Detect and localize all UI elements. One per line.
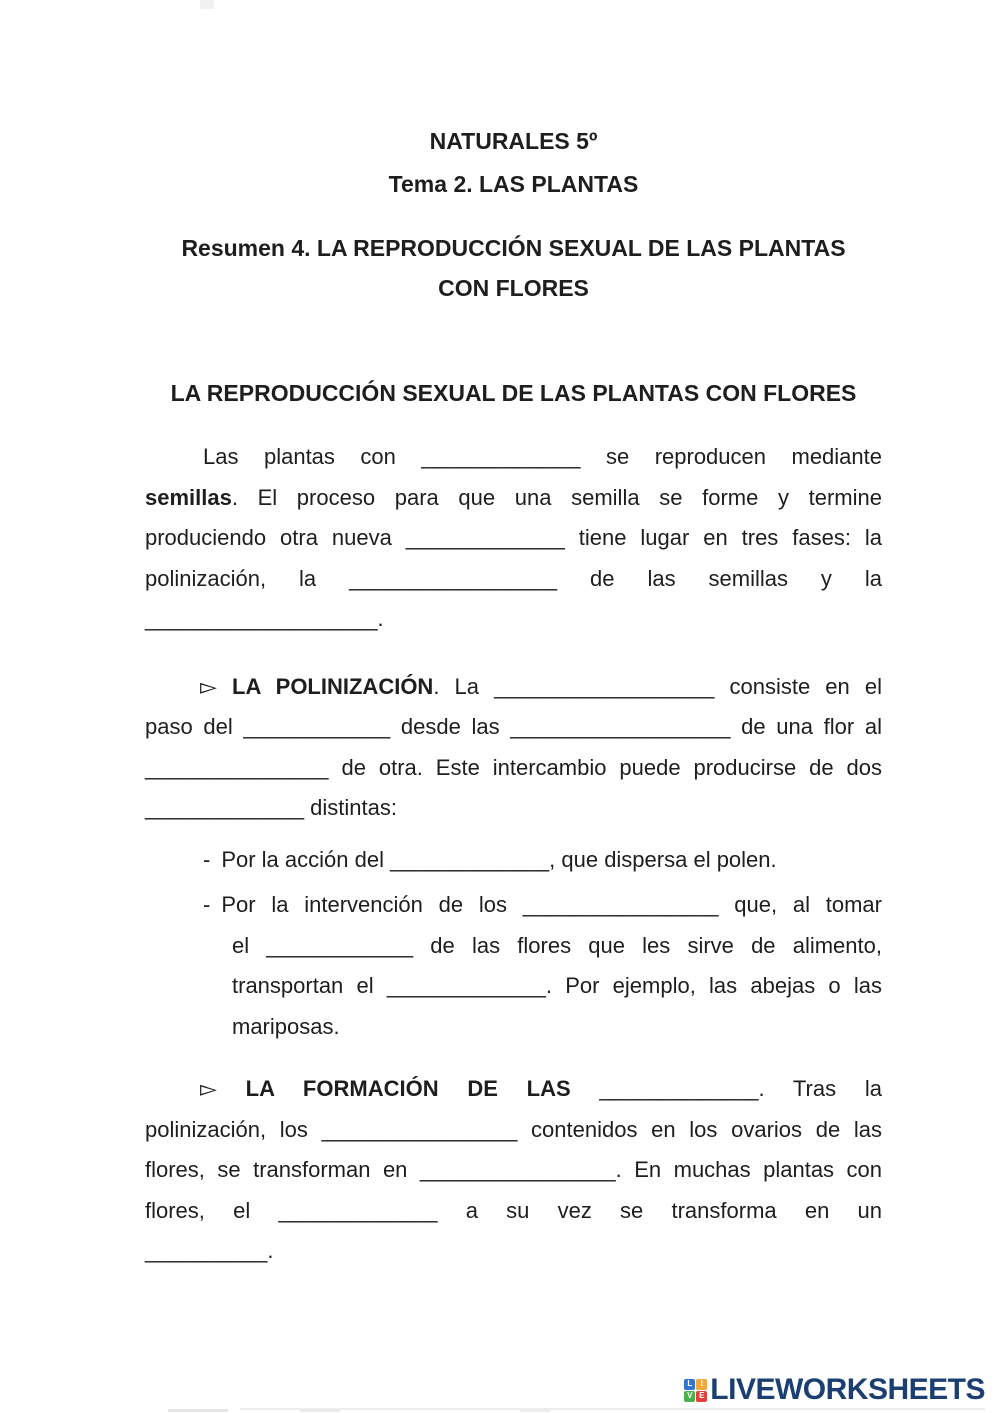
text-segment: polinización, los ________________ contenidos en los ovarios de las (145, 1116, 882, 1142)
text-line (145, 1231, 882, 1272)
text-segment: ▻ (200, 1076, 246, 1101)
text-line (145, 748, 882, 789)
bold-text-segment: semillas (145, 484, 232, 510)
scan-artifact (200, 0, 214, 9)
resumen-title (145, 228, 882, 308)
text-segment: . La __________________ consiste en el (433, 673, 882, 699)
text-segment: - Por la acción del _____________, que dispersa el polen. (203, 846, 777, 872)
text-line (145, 788, 882, 829)
text-segment: _____________ distintas: (145, 795, 397, 820)
text-segment: ▻ (200, 673, 233, 699)
text-segment: flores, se transforman en ________________. En muchas plantas con (145, 1157, 882, 1182)
text-line (145, 559, 882, 600)
logo-square-v: V (684, 1391, 695, 1402)
text-line (145, 1069, 882, 1110)
text-segment: produciendo otra nueva _____________ tiene lugar en tres fases: la (145, 525, 882, 550)
text-segment: Las plantas con _____________ se reproducen mediante (203, 444, 882, 469)
liveworksheets-logo-text: LIVEWORKSHEETS (710, 1373, 985, 1406)
text-line (145, 840, 882, 881)
liveworksheets-logo (684, 1372, 985, 1408)
text-line (145, 1007, 882, 1048)
scan-artifact (300, 1409, 340, 1412)
text-line (145, 437, 882, 478)
scan-artifact (240, 1408, 985, 1410)
scan-artifact (520, 1410, 550, 1412)
text-segment: ___________________. (145, 606, 384, 631)
scan-artifact (168, 1409, 228, 1412)
fill-in-the-blank-text (145, 437, 882, 1272)
text-segment: paso del ____________ desde las __________________ de una flor al (145, 714, 882, 739)
section-heading: LA REPRODUCCIÓN SEXUAL DE LAS PLANTAS CON FLORES (170, 380, 857, 406)
bold-text-segment: LA POLINIZACIÓN (232, 673, 434, 699)
text-line (145, 1191, 882, 1232)
text-segment: _______________ de otra. Este intercambio puede producirse de dos (145, 754, 882, 780)
text-line (145, 518, 882, 559)
logo-square-i: I (696, 1379, 707, 1390)
text-segment: flores, el _____________ a su vez se transforma en un (145, 1197, 882, 1223)
text-segment: mariposas. (232, 1013, 340, 1039)
text-segment: polinización, la _________________ de las semillas y la (145, 565, 882, 591)
text-segment: transportan el _____________. Por ejemplo, las abejas o las (232, 973, 882, 998)
text-line (145, 966, 882, 1007)
liveworksheets-logo-icon (684, 1379, 707, 1402)
text-segment: el ____________ de las flores que les sirve de alimento, (232, 932, 882, 958)
doc-subtitle: Tema 2. LAS PLANTAS (388, 171, 639, 197)
text-segment: . El proceso para que una semilla se forme y termine (231, 484, 882, 510)
resumen-title-line2: CON FLORES (438, 275, 589, 301)
bold-text-segment: LA FORMACIÓN DE LAS (245, 1076, 571, 1101)
text-line (145, 478, 882, 519)
text-line (145, 599, 882, 640)
text-line (145, 885, 882, 926)
text-segment: __________. (145, 1238, 274, 1263)
text-line (145, 707, 882, 748)
doc-title: NATURALES 5º (429, 128, 598, 154)
text-line (145, 926, 882, 967)
text-line (145, 667, 882, 708)
text-line (145, 1110, 882, 1151)
text-line (145, 1150, 882, 1191)
logo-square-l: L (684, 1379, 695, 1390)
text-segment: - Por la intervención de los ________________ que, al tomar (203, 892, 882, 917)
resumen-title-line1: Resumen 4. LA REPRODUCCIÓN SEXUAL DE LAS PLANTAS (181, 235, 846, 261)
text-segment: _____________. Tras la (570, 1076, 882, 1101)
logo-square-e: E (696, 1391, 707, 1402)
